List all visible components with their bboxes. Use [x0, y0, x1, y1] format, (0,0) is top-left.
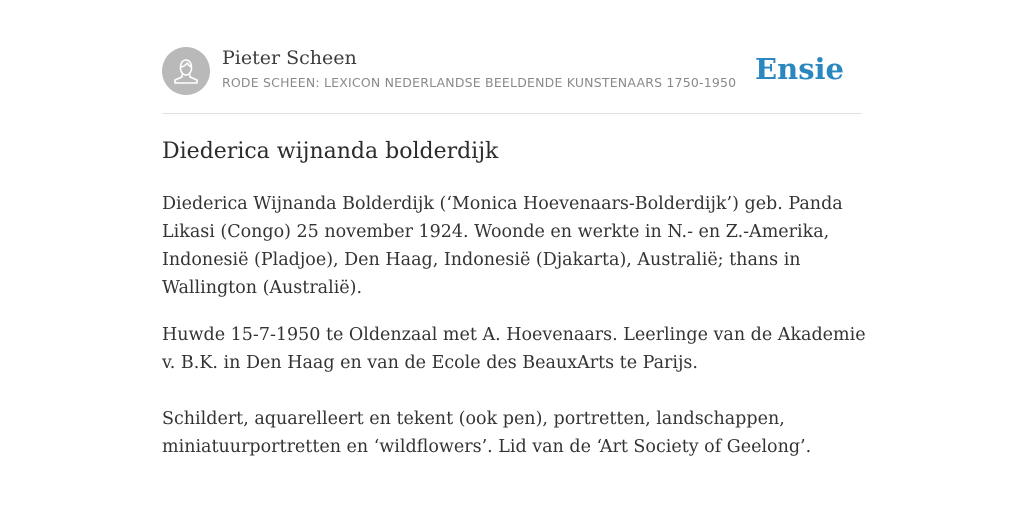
article-body	[162, 190, 867, 480]
paragraph: Diederica Wijnanda Bolderdijk (‘Monica Hoevenaars-Bolderdijk’) geb. Panda Likasi (Congo) 25 november 1924. Woonde en werkte in N.- en Z.-Amerika, Indonesië (Pladjoe), Den Haag, Indonesië (Djakarta), Australië; thans in Wallington (Australië).	[162, 194, 843, 298]
user-avatar-icon[interactable]	[162, 47, 210, 95]
article-header	[162, 46, 862, 96]
paragraph: Huwde 15-7-1950 te Oldenzaal met A. Hoevenaars. Leerlinge van de Akademie v. B.K. in Den Haag en van de Ecole des BeauxArts te Parijs.	[162, 325, 866, 373]
author-name[interactable]: Pieter Scheen	[222, 47, 357, 69]
paragraph: Schildert, aquarelleert en tekent (ook pen), portretten, landschappen, miniatuurportretten en ‘wildflowers’. Lid van de ‘Art Society of Geelong’.	[162, 409, 812, 457]
page-title: Diederica wijnanda bolderdijk	[162, 139, 499, 164]
header-divider	[162, 113, 862, 114]
source-title[interactable]: RODE SCHEEN: LEXICON NEDERLANDSE BEELDENDE KUNSTENAARS 1750-1950	[222, 75, 737, 90]
ensie-logo[interactable]: Ensie	[755, 52, 844, 86]
